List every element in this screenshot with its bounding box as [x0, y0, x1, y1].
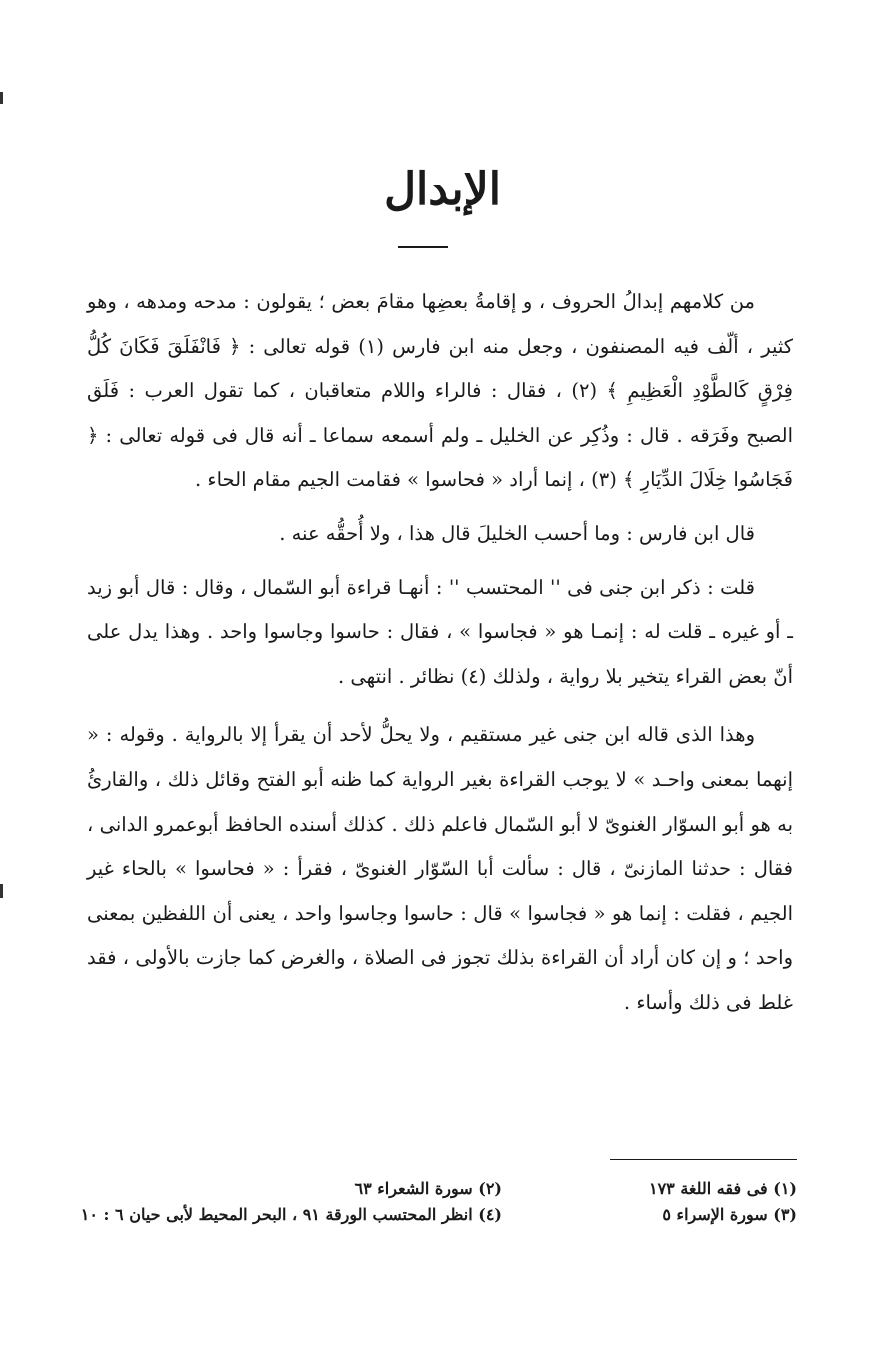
body-text [87, 280, 793, 1026]
footnote-4: (٤) انظر المحتسب الورقة ٩١ ، البحر المحيط لأبى حيان ٦ : ١٠ [80, 1205, 502, 1224]
title-divider [398, 246, 448, 248]
footnote-row [80, 1202, 797, 1228]
page-title: الإبدال [384, 164, 501, 215]
footnote-row [87, 1176, 797, 1202]
footnote-divider [610, 1159, 797, 1160]
paragraph-3: قلت : ذكر ابن جنى فى '' المحتسب '' : أنهـا قراءة أبو السّمال ، وقال : قال أبو زيد ـ أو غيره ـ قلت له : إنمـا هو « فجاسوا » ، فقال : حاسوا وجاسوا واحد . وهذا يدل على أنّ بعض القراء يتخير بلا رواية ، ولذلك (٤) نظائر . انتهى . [87, 575, 793, 688]
paragraph-2: قال ابن فارس : وما أحسب الخليلَ قال هذا ، ولا أُحقُّه عنه . [279, 521, 755, 545]
footnotes [80, 1176, 797, 1228]
scan-edge-mark [0, 884, 3, 898]
paragraph-1: من كلامهم إبدالُ الحروف ، و إقامةُ بعضِها مقامَ بعض ؛ يقولون : مدحه ومدهه ، وهو كثير ، ألّف فيه المصنفون ، وجعل منه ابن فارس (١) قوله تعالى : ﴿ فَانْفَلَقَ فَكَانَ كُلُّ فِرْقٍ كَالطَّوْدِ الْعَظِيمِ ﴾ (٢) ، فقال : فالراء واللام متعاقبان ، كما تقول العرب : فَلَق الصبح وفَرَقه . قال : وذُكِر عن الخليل ـ ولم أسمعه سماعا ـ أنه قال فى قوله تعالى : ﴿ فَجَاسُوا خِلَالَ الدِّيَارِ ﴾ (٣) ، إنما أراد « فحاسوا » فقامت الجيم مقام الحاء . [87, 290, 794, 492]
paragraph-4: وهذا الذى قاله ابن جنى غير مستقيم ، ولا يحلُّ لأحد أن يقرأ إلا بالرواية . وقوله : « إنهما بمعنى واحـد » لا يوجب القراءة بغير الرواية كما ظنه أبو الفتح وقائل ذلك ، والقارئُ به هو أبو السوّار الغنوىّ لا أبو السّمال فاعلم ذلك . كذلك أسنده الحافظ أبوعمرو الدانى ، فقال : حدثنا المازنىّ ، قال : سألت أبا السّوّار الغنوىّ ، فقرأ : « فحاسوا » بالحاء غير الجيم ، فقلت : إنما هو « فجاسوا » قال : حاسوا وجاسوا واحد ، يعنى أن اللفظين بمعنى واحد ؛ و إن كان أراد أن القراءة بذلك تجوز فى الصلاة ، والغرض كما جازت بالأولى ، فقد غلط فى ذلك وأساء . [87, 723, 793, 1014]
footnote-2: (٢) سورة الشعراء ٦٣ [354, 1179, 502, 1198]
footnote-1: (١) فى فقه اللغة ١٧٣ [648, 1179, 797, 1198]
scan-edge-mark [0, 92, 3, 104]
footnote-3: (٣) سورة الإسراء ٥ [662, 1205, 797, 1224]
